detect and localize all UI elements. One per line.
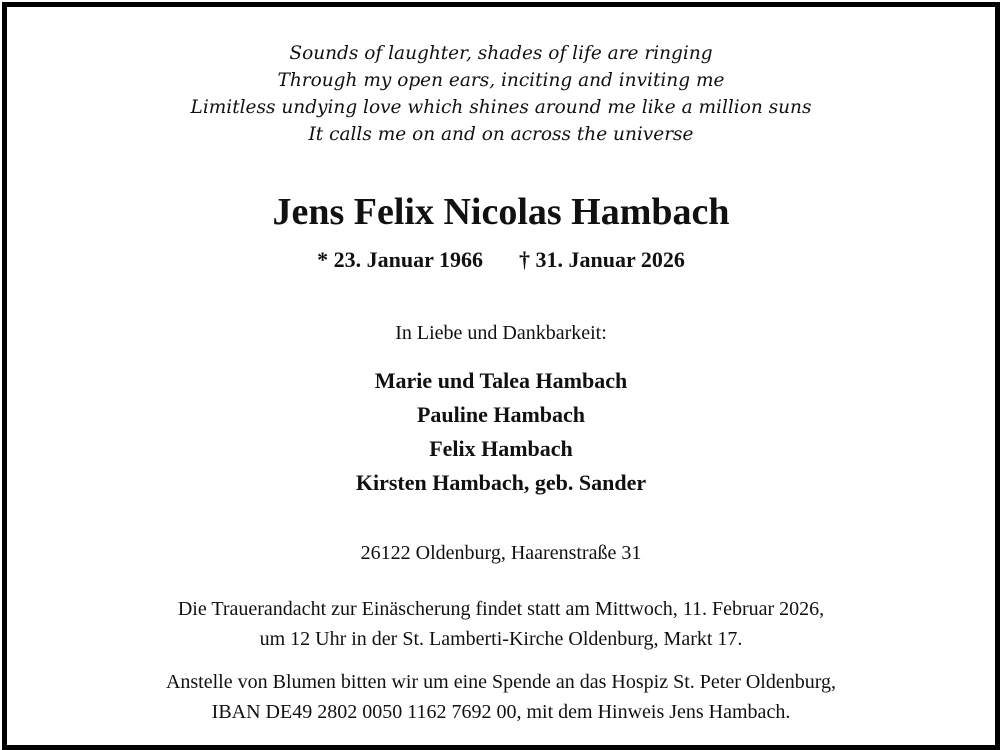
mourner-name: Kirsten Hambach, geb. Sander	[355, 470, 647, 495]
poem	[7, 40, 995, 148]
family-address: 26122 Oldenburg, Haarenstraße 31	[360, 542, 642, 564]
death-date: † 31. Januar 2026	[519, 247, 685, 272]
obituary-frame	[2, 2, 1000, 750]
donation-notice	[7, 667, 995, 727]
service-line: um 12 Uhr in der St. Lamberti-Kirche Oldenburg, Markt 17.	[259, 628, 743, 650]
donation-line: IBAN DE49 2802 0050 1162 7692 00, mit dem Hinweis Jens Hambach.	[211, 701, 791, 723]
poem-line: It calls me on and on across the universe	[308, 124, 694, 145]
poem-line: Through my open ears, inciting and inviting me	[277, 70, 725, 91]
donation-line: Anstelle von Blumen bitten wir um eine Spende an das Hospiz St. Peter Oldenburg,	[165, 671, 837, 693]
mourners-list	[7, 364, 995, 500]
mourner-name: Marie und Talea Hambach	[374, 368, 628, 393]
service-notice	[7, 594, 995, 654]
mourners-intro: In Liebe und Dankbarkeit:	[395, 322, 607, 344]
mourner-name: Pauline Hambach	[416, 402, 586, 427]
mourner-name: Felix Hambach	[429, 436, 573, 461]
obituary-content	[7, 7, 995, 745]
deceased-name: Jens Felix Nicolas Hambach	[272, 191, 730, 233]
birth-date: * 23. Januar 1966	[317, 247, 483, 272]
service-line: Die Trauerandacht zur Einäscherung findet statt am Mittwoch, 11. Februar 2026,	[177, 598, 825, 620]
poem-line: Limitless undying love which shines around me like a million suns	[190, 97, 812, 118]
life-dates	[7, 245, 995, 275]
poem-line: Sounds of laughter, shades of life are ringing	[289, 43, 713, 64]
